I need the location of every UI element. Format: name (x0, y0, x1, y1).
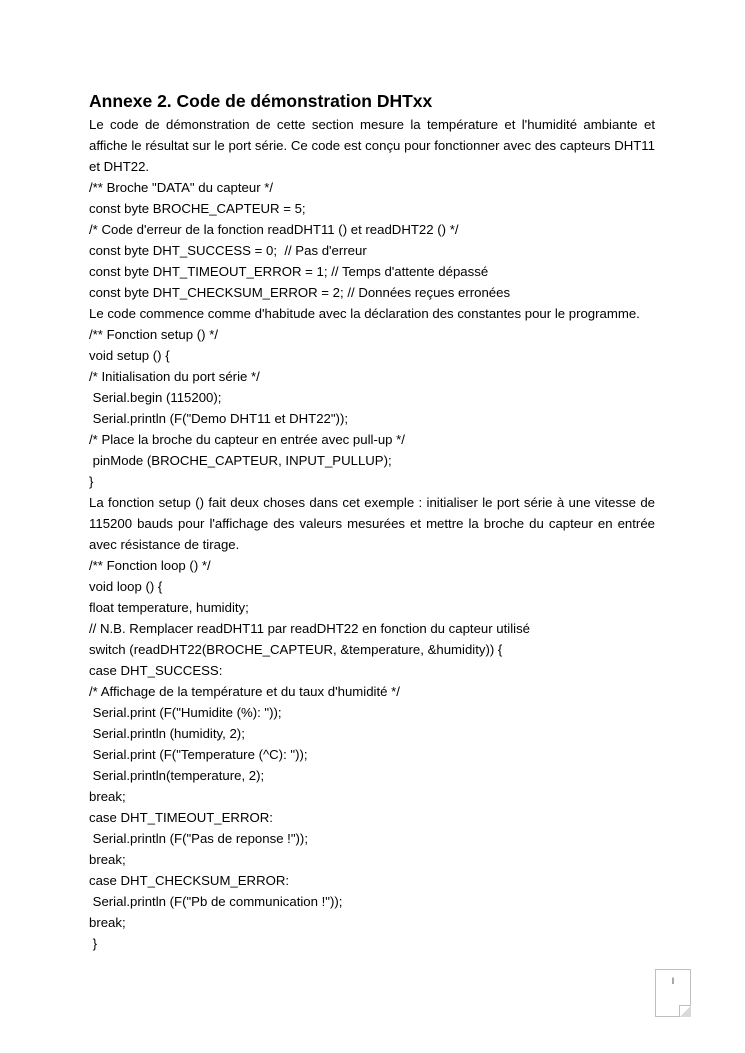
page-curl-icon (679, 1005, 691, 1017)
code-line: /* Initialisation du port série */ (89, 369, 260, 384)
code-line: case DHT_CHECKSUM_ERROR: (89, 873, 290, 888)
code-line: Serial.println (F("Pas de reponse !")); (89, 831, 308, 846)
code-line: const byte DHT_CHECKSUM_ERROR = 2; // Données reçues erronées (89, 285, 511, 300)
code-line: } (89, 936, 98, 951)
code-line: Serial.println (F("Demo DHT11 et DHT22")); (89, 411, 349, 426)
code-line: void loop () { (89, 579, 163, 594)
code-line: case DHT_SUCCESS: (89, 663, 223, 678)
code-line: /* Place la broche du capteur en entrée avec pull-up */ (89, 432, 405, 447)
code-line: const byte BROCHE_CAPTEUR = 5; (89, 201, 306, 216)
code-line: Serial.print (F("Humidite (%): ")); (89, 705, 282, 720)
code-line: break; (89, 915, 126, 930)
code-line: const byte DHT_TIMEOUT_ERROR = 1; // Temps d'attente dépassé (89, 264, 489, 279)
page-number: I (671, 976, 675, 986)
code-line: Serial.println (humidity, 2); (89, 726, 245, 741)
setup-explanation: La fonction setup () fait deux choses dans cet exemple : initialiser le port série à une vitesse de 115200 bauds pour l'affichage des valeurs mesurées et mettre la broche du capteur en entrée avec résistance de tirage. (89, 495, 655, 552)
intro-paragraph: Le code de démonstration de cette section mesure la température et l'humidité ambiante et affiche le résultat sur le port série. Ce code est conçu pour fonctionner avec des capteurs DHT11 et DHT22. (89, 117, 655, 174)
code-line: float temperature, humidity; (89, 600, 249, 615)
code-line: /** Fonction loop () */ (89, 558, 211, 573)
code-line: break; (89, 852, 126, 867)
code-line: const byte DHT_SUCCESS = 0; // Pas d'erreur (89, 243, 367, 258)
document-content (89, 90, 655, 954)
code-line: /** Fonction setup () */ (89, 327, 219, 342)
code-line: Serial.println (F("Pb de communication !")); (89, 894, 343, 909)
code-line: /* Affichage de la température et du taux d'humidité */ (89, 684, 400, 699)
code-block-loop (89, 555, 655, 954)
code-line: /* Code d'erreur de la fonction readDHT11 () et readDHT22 () */ (89, 222, 459, 237)
code-line: Serial.println(temperature, 2); (89, 768, 265, 783)
code-line: case DHT_TIMEOUT_ERROR: (89, 810, 273, 825)
code-line: break; (89, 789, 126, 804)
code-line: switch (readDHT22(BROCHE_CAPTEUR, &temperature, &humidity)) { (89, 642, 503, 657)
code-block-constants (89, 177, 655, 303)
code-line: } (89, 474, 94, 489)
code-line: Serial.print (F("Temperature (^C): ")); (89, 747, 308, 762)
section-title: Annexe 2. Code de démonstration DHTxx (89, 91, 433, 111)
code-line: void setup () { (89, 348, 170, 363)
code-line: Serial.begin (115200); (89, 390, 222, 405)
code-line: pinMode (BROCHE_CAPTEUR, INPUT_PULLUP); (89, 453, 392, 468)
page-number-box (655, 969, 691, 1017)
code-block-setup (89, 324, 655, 492)
constants-explanation: Le code commence comme d'habitude avec la déclaration des constantes pour le programme. (89, 306, 640, 321)
code-line: // N.B. Remplacer readDHT11 par readDHT22 en fonction du capteur utilisé (89, 621, 531, 636)
code-line: /** Broche "DATA" du capteur */ (89, 180, 274, 195)
